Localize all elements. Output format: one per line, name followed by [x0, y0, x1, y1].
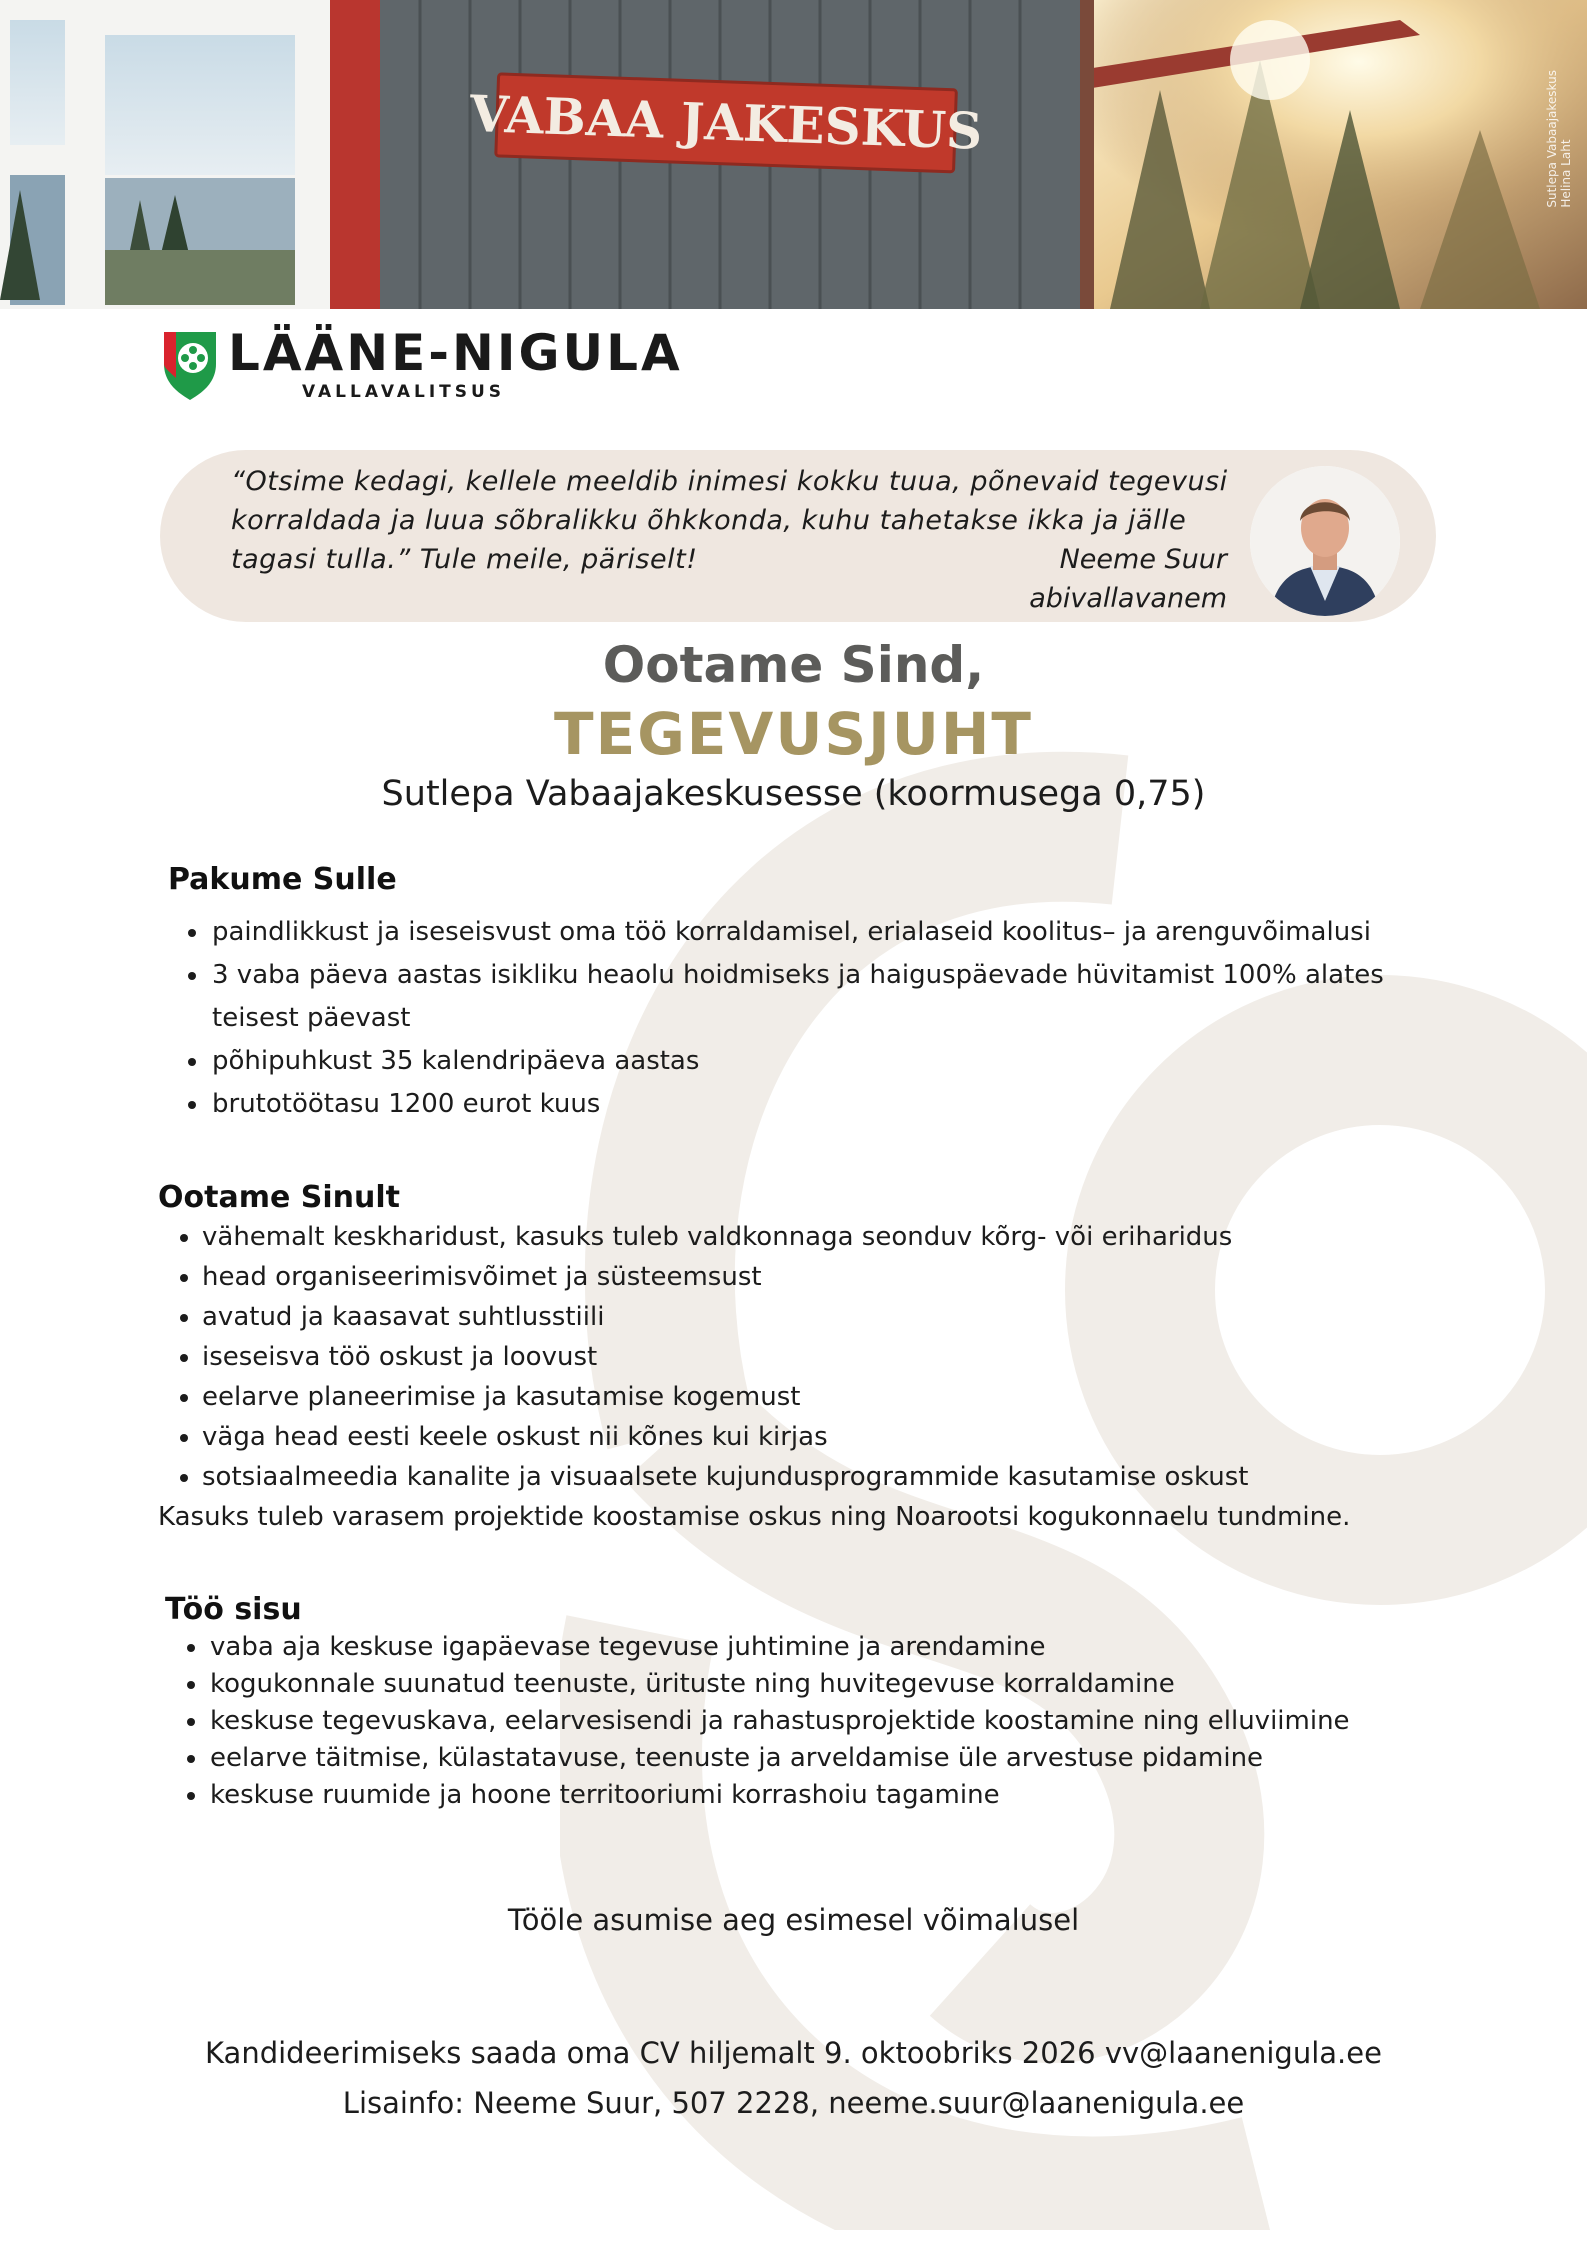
coat-of-arms-icon: [160, 328, 220, 402]
author-title: abivallavanem: [1029, 583, 1227, 614]
job-location: Sutlepa Vabaajakeskusesse (koormusega 0,75): [381, 774, 1206, 814]
start-date: Tööle asumise aeg esimesel võimalusel: [507, 1903, 1080, 1937]
requirements-list: [158, 1217, 1478, 1497]
duties-title: Töö sisu: [165, 1592, 302, 1627]
list-item: head organiseerimisvõimet ja süsteemsust: [158, 1257, 1478, 1297]
job-title: TEGEVUSJUHT: [554, 700, 1033, 768]
quote-text: “Otsime kedagi, kellele meeldib inimesi kokku tuua, põnevaid tegevusi korraldada ja luua sõbralikku õhkkonda, kuhu tahetakse ikka ja jälle tagasi tulla.” Tule meile, päriselt!: [231, 466, 1228, 575]
greeting-heading: Ootame Sind,: [602, 636, 985, 694]
offer-list: [168, 911, 1458, 1126]
list-item: keskuse tegevuskava, eelarvesisendi ja rahastusprojektide koostamine ning elluviimine: [165, 1703, 1465, 1740]
list-item: paindlikkust ja iseseisvust oma töö korraldamisel, erialaseid koolitus– ja arenguvõimalusi: [168, 911, 1458, 954]
list-item: väga head eesti keele oskust nii kõnes kui kirjas: [158, 1417, 1478, 1457]
list-item: keskuse ruumide ja hoone territooriumi korrashoiu tagamine: [165, 1777, 1465, 1814]
list-item: põhipuhkust 35 kalendripäeva aastas: [168, 1040, 1458, 1083]
sign-text: VABAA JAKESKUS: [468, 83, 984, 161]
list-item: eelarve täitmise, külastatavuse, teenuste ja arveldamise üle arvestuse pidamine: [165, 1740, 1465, 1777]
application-deadline: Kandideerimiseks saada oma CV hiljemalt 9. oktoobriks 2026 vv@laanenigula.ee: [205, 2036, 1382, 2070]
requirements-section: [158, 1180, 1478, 1537]
application-info: [0, 2028, 1587, 2128]
header-photo: [0, 0, 1587, 309]
author-photo: [1250, 466, 1400, 616]
municipality-logo: [160, 324, 683, 402]
building-photo: [0, 0, 1587, 309]
list-item: kogukonnale suunatud teenuste, ürituste ning huvitegevuse korraldamine: [165, 1666, 1465, 1703]
duties-list: [165, 1629, 1465, 1814]
list-item: iseseisva töö oskust ja loovust: [158, 1337, 1478, 1377]
author-name: Neeme Suur: [1059, 544, 1227, 575]
list-item: vähemalt keskharidust, kasuks tuleb valdkonnaga seonduv kõrg- või eriharidus: [158, 1217, 1478, 1257]
logo-name: LÄÄNE-NIGULA: [228, 324, 683, 382]
offer-title: Pakume Sulle: [168, 862, 397, 897]
logo-subtitle: VALLAVALITSUS: [302, 382, 506, 402]
list-item: brutotöötasu 1200 eurot kuus: [168, 1083, 1458, 1126]
contact-info: Lisainfo: Neeme Suur, 507 2228, neeme.suur@laanenigula.ee: [342, 2086, 1245, 2120]
list-item: sotsiaalmeedia kanalite ja visuaalsete kujundusprogrammide kasutamise oskust: [158, 1457, 1478, 1497]
photo-credit: Sutlepa Vabaajakeskus Helina Laht: [1545, 70, 1573, 208]
quote-author: [1029, 540, 1227, 618]
list-item: 3 vaba päeva aastas isikliku heaolu hoidmiseks ja haiguspäevade hüvitamist 100% alates teisest päevast: [168, 954, 1458, 1040]
requirements-title: Ootame Sinult: [158, 1180, 400, 1215]
list-item: avatud ja kaasavat suhtlusstiili: [158, 1297, 1478, 1337]
requirements-note: Kasuks tuleb varasem projektide koostamise oskus ning Noarootsi kogukonnaelu tundmine.: [158, 1502, 1351, 1532]
list-item: vaba aja keskuse igapäevase tegevuse juhtimine ja arendamine: [165, 1629, 1465, 1666]
list-item: eelarve planeerimise ja kasutamise kogemust: [158, 1377, 1478, 1417]
offer-section: [168, 862, 1458, 1126]
duties-section: [165, 1592, 1465, 1814]
